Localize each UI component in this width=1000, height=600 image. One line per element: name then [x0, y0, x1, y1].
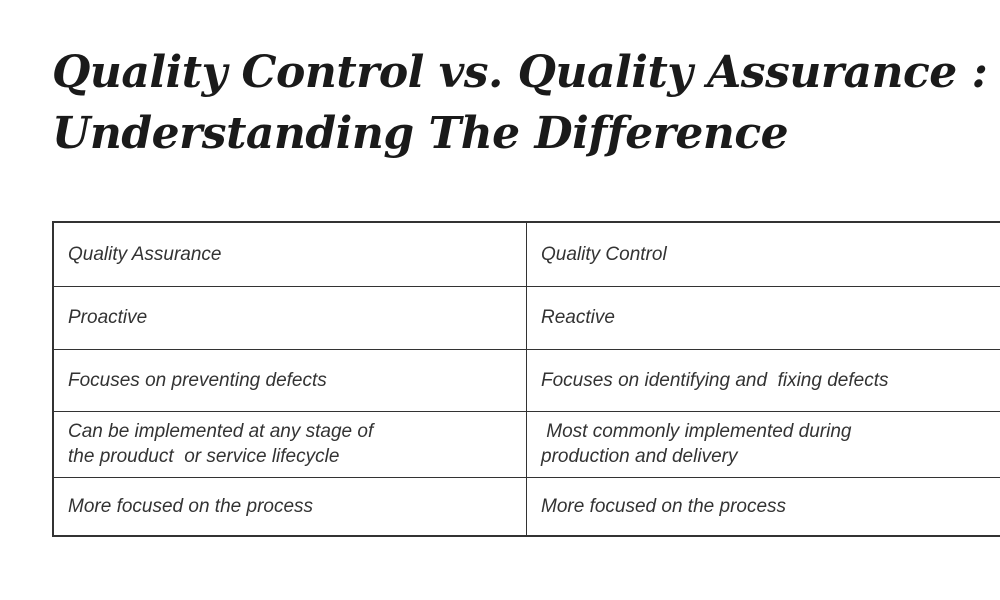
cell-qa-header: Quality Assurance	[53, 222, 527, 286]
cell-qc-process: More focused on the process	[527, 477, 1000, 536]
cell-qc-header: Quality Control	[527, 222, 1000, 286]
table-row	[53, 286, 1000, 349]
table-row	[53, 349, 1000, 411]
table-row	[53, 222, 1000, 286]
cell-qa-focus: Focuses on preventing defects	[53, 349, 527, 411]
table-row	[53, 411, 1000, 477]
table-row	[53, 477, 1000, 536]
cell-qa-approach: Proactive	[53, 286, 527, 349]
page-title-line1: Quality Control vs. Quality Assurance :	[52, 47, 988, 98]
cell-qa-implementation: Can be implemented at any stage of the prouduct or service lifecycle	[53, 411, 527, 477]
cell-qa-process: More focused on the process	[53, 477, 527, 536]
page-title	[52, 42, 987, 164]
cell-qc-focus: Focuses on identifying and fixing defects	[527, 349, 1000, 411]
cell-qc-approach: Reactive	[527, 286, 1000, 349]
page-title-line2: Understanding The Difference	[52, 108, 789, 159]
cell-qc-implementation: Most commonly implemented during production and delivery	[527, 411, 1000, 477]
comparison-table	[52, 221, 1000, 537]
